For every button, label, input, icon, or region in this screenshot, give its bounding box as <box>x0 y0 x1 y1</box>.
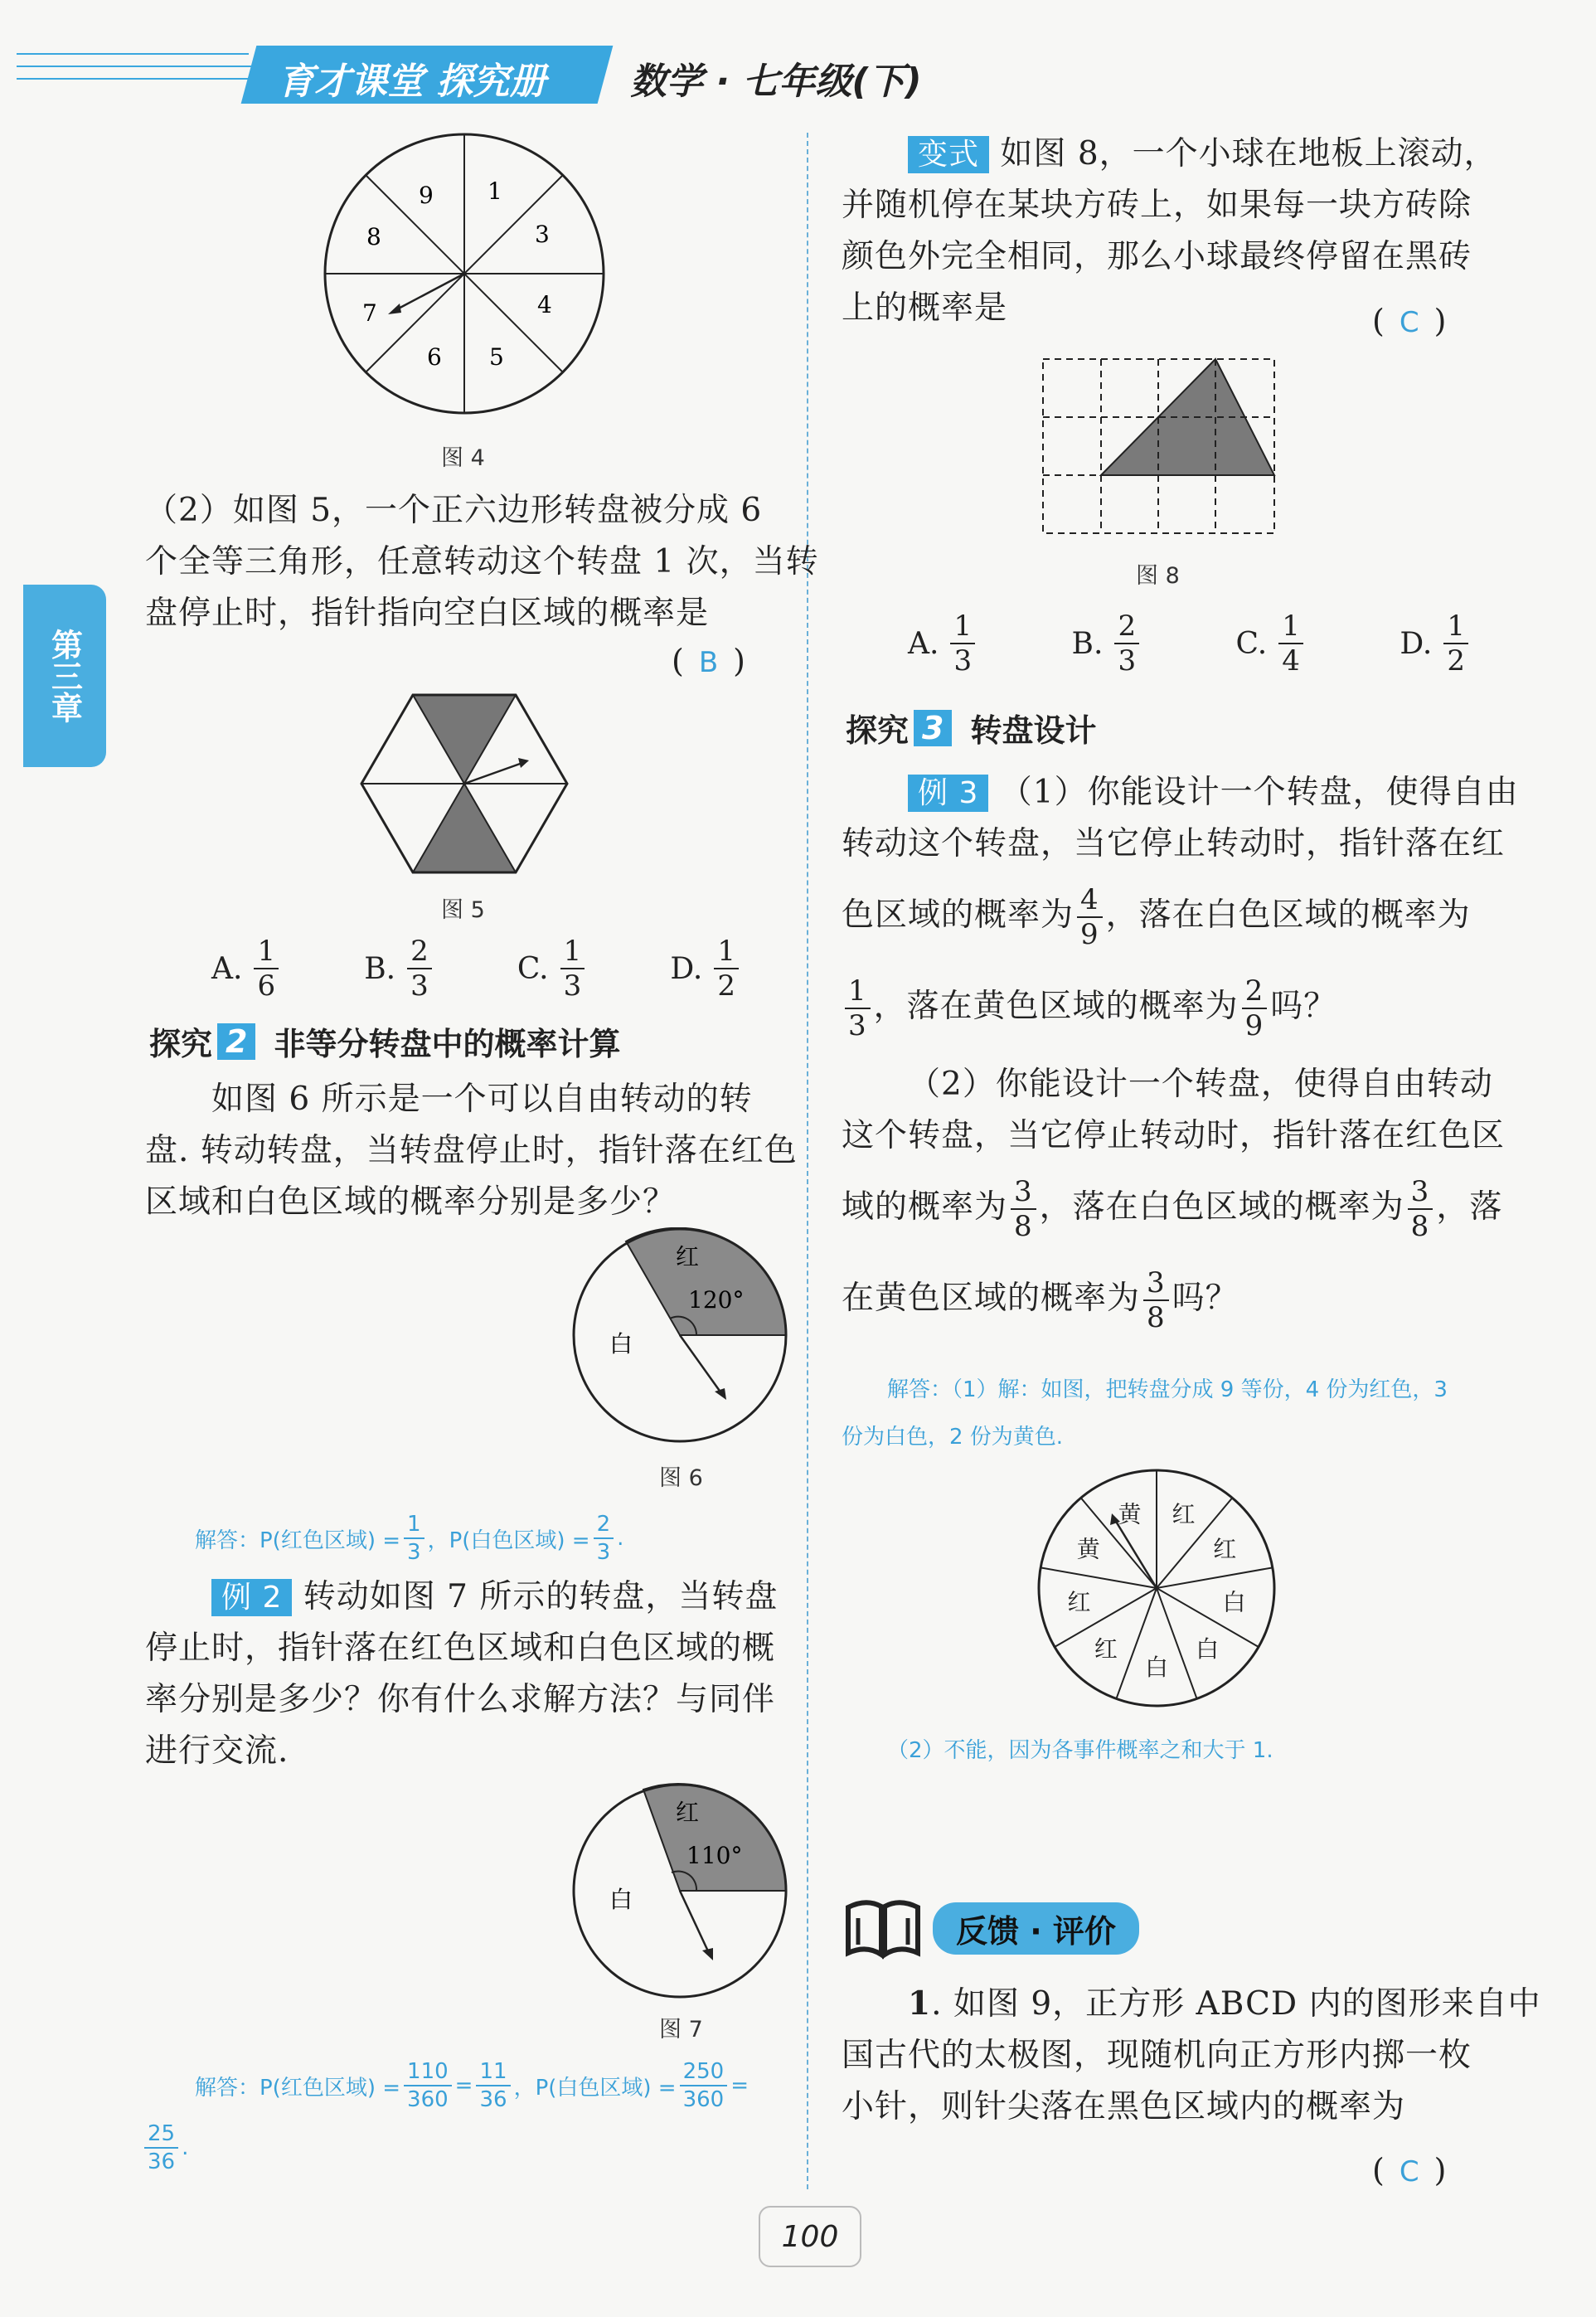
fig4-label-5: 5 <box>489 343 504 371</box>
q2-options <box>211 935 742 1003</box>
frac-den: 9 <box>1244 1009 1264 1042</box>
option-b[interactable] <box>1071 610 1143 678</box>
frac-den: 360 <box>407 2087 449 2112</box>
page-number-box <box>759 2206 861 2267</box>
page-number: 100 <box>781 2219 839 2254</box>
solution-fig7-cont: $\frac{25}{36}$ . <box>141 2123 188 2173</box>
sol-text: 解答：P(红色区域) = <box>195 2075 401 2101</box>
text-line: 转动如图 7 所示的转盘，当转盘 <box>303 1578 779 1615</box>
header-subject: 数学 · 七年级(下) <box>630 61 922 103</box>
frac-den: 3 <box>596 1540 611 1565</box>
open-book-icon <box>842 1895 924 1961</box>
q2-line: 盘停止时，指针指向空白区域的概率是 <box>145 595 710 632</box>
text-line: 盘. 转动转盘，当转盘停止时，指针落在红色 <box>145 1132 798 1169</box>
wheel-divider <box>1157 1567 1273 1588</box>
text-line: 如图 6 所示是一个可以自由转动的转 <box>211 1081 753 1118</box>
example-tag: 例 2 <box>211 1579 292 1616</box>
sol-text: ，P(白色区域) = <box>427 1528 590 1553</box>
figure-8-grid <box>1041 357 1277 539</box>
frac-den: 9 <box>1080 918 1099 951</box>
solution-fig6 <box>195 1513 623 1563</box>
question-2 <box>145 485 819 639</box>
option-letter: B. <box>364 951 396 986</box>
section-number: 2 <box>217 1023 255 1060</box>
frac-den: 8 <box>1147 1301 1166 1334</box>
fig6-caption: 图 6 <box>659 1465 703 1491</box>
text-line: 如图 9，正方形 ABCD 内的图形来自中 <box>953 1985 1541 2023</box>
frac-num: 3 <box>1408 1178 1433 1210</box>
frac-num: 1 <box>254 937 279 969</box>
frac-den: 3 <box>1118 644 1137 678</box>
chapter-tab <box>23 585 106 767</box>
frac-num: 1 <box>404 1513 424 1539</box>
question-number: 1 <box>908 1984 932 2023</box>
frac-den: 360 <box>682 2087 725 2112</box>
feedback-heading <box>842 1895 1139 1961</box>
text-line: 停止时，指针落在红色区域和白色区域的概 <box>145 1630 776 1667</box>
wheel-divider <box>1041 1567 1157 1588</box>
section-prefix: 探究 <box>846 712 910 749</box>
frac-den: 2 <box>717 969 735 1003</box>
solution-ex3-line2: 份为白色，2 份为黄色. <box>842 1425 1064 1450</box>
fig7-red-label: 红 <box>676 1799 700 1826</box>
frac-den: 8 <box>1014 1210 1033 1243</box>
frac-num: 1 <box>950 612 975 644</box>
variant-answer: C <box>1399 306 1419 339</box>
wheel-sector-label: 红 <box>1213 1535 1237 1563</box>
fig7-caption: 图 7 <box>659 2017 703 2043</box>
figure-4-wheel <box>315 129 614 427</box>
text-line: ，落在黄色区域的概率为 <box>873 988 1239 1025</box>
option-a[interactable] <box>211 935 282 1003</box>
fig6-red-label: 红 <box>676 1243 700 1270</box>
section-2-text <box>145 1074 798 1228</box>
option-letter: D. <box>670 951 703 986</box>
option-c[interactable] <box>1235 610 1307 678</box>
wheel-sector-label: 黄 <box>1118 1500 1142 1528</box>
solution-ex3-line1: 解答：（1）解：如图，把转盘分成 9 等份，4 份为红色，3 <box>887 1377 1448 1402</box>
text-line: 国古代的太极图，现随机向正方形内掷一枚 <box>842 2037 1472 2074</box>
fig4-label-7: 7 <box>362 299 377 327</box>
sol-text: 解答：P(红色区域) = <box>195 1528 401 1553</box>
variant-tag: 变式 <box>908 136 989 173</box>
fig4-label-1: 1 <box>488 177 502 205</box>
fig4-label-8: 8 <box>366 223 381 250</box>
q2-line: 个全等三角形，任意转动这个转盘 1 次，当转 <box>145 543 819 580</box>
fig6-angle: 120° <box>688 1286 745 1314</box>
text-line: （2）你能设计一个转盘，使得自由转动 <box>908 1066 1493 1103</box>
frac-num: 2 <box>407 937 432 969</box>
fig5-caption: 图 5 <box>441 897 485 923</box>
text-line: 区域和白色区域的概率分别是多少？ <box>145 1183 677 1221</box>
feedback-badge <box>933 1902 1139 1955</box>
option-letter: C. <box>1235 626 1268 661</box>
fig4-label-6: 6 <box>427 343 442 371</box>
frac-num: 250 <box>680 2061 728 2086</box>
option-letter: A. <box>908 626 939 661</box>
text-line: 域的概率为 <box>842 1188 1008 1226</box>
feedback-question-1: 1. 如图 9，正方形 ABCD 内的图形来自中 国古代的太极图，现随机向正方形内掷一枚 小针，则针尖落在黑色区域内的概率为 <box>842 1978 1541 2133</box>
option-letter: C. <box>517 951 549 986</box>
text-line: ，落在白色区域的概率为 <box>1105 896 1471 934</box>
fig7-white-label: 白 <box>609 1886 633 1913</box>
text-line: 在黄色区域的概率为 <box>842 1280 1141 1317</box>
wheel-sector-label: 白 <box>1196 1635 1220 1663</box>
fig4-label-9: 9 <box>419 182 434 209</box>
option-c[interactable] <box>517 935 588 1003</box>
frac-den: 36 <box>479 2087 507 2112</box>
frac-num: 2 <box>1114 612 1139 644</box>
figure-6-wheel <box>572 1227 788 1443</box>
frac-den: 8 <box>1410 1210 1430 1243</box>
column-divider <box>807 133 808 2189</box>
section-3-heading <box>846 705 1096 750</box>
text-line: 进行交流. <box>145 1732 289 1770</box>
text-line: 这个转盘，当它停止转动时，指针落在红色区 <box>842 1117 1506 1154</box>
section-prefix: 探究 <box>149 1026 213 1062</box>
wheel-divider <box>1116 1588 1157 1698</box>
sol-text: . <box>617 1526 624 1551</box>
wheel-sector-label: 红 <box>1172 1500 1196 1528</box>
option-b[interactable] <box>364 935 435 1003</box>
text-line: 上的概率是 <box>842 289 1008 327</box>
wheel-sector-label: 红 <box>1094 1635 1118 1663</box>
figure-5-hexagon <box>357 688 572 879</box>
text-line: 如图 8，一个小球在地板上滚动， <box>1000 135 1497 172</box>
fig8-caption: 图 8 <box>1136 563 1180 589</box>
solution-fig7: 解答：P(红色区域) = $\frac{110}{360}$ = $\frac{11}{36}$ ，P(白色区域) = $\frac{250}{360}$ = <box>195 2059 749 2112</box>
feedback-title: 反馈 · 评价 <box>956 1912 1116 1950</box>
section-2-heading <box>149 1018 620 1064</box>
frac-num: 1 <box>560 937 585 969</box>
option-d[interactable] <box>670 935 742 1003</box>
text-line: ，落 <box>1436 1188 1503 1226</box>
fig7-angle: 110° <box>686 1842 743 1869</box>
frac-den: 3 <box>563 969 582 1003</box>
frac-den: 6 <box>257 969 276 1003</box>
frac-num: 11 <box>476 2061 510 2086</box>
wheel-divider <box>1157 1588 1197 1698</box>
frac-num: 1 <box>1443 612 1468 644</box>
fig4-label-4: 4 <box>537 291 552 318</box>
fig4-label-3: 3 <box>535 221 550 248</box>
frac-num: 3 <box>1143 1269 1169 1301</box>
example-3 <box>842 767 1519 1344</box>
option-letter: A. <box>211 951 243 986</box>
q2-line: （2）如图 5，一个正六边形转盘被分成 6 <box>145 492 763 529</box>
q2-answer: B <box>698 646 719 679</box>
text-line: 吗？ <box>1270 988 1337 1025</box>
option-letter: D. <box>1400 626 1433 661</box>
wheel-sector-label: 白 <box>1222 1588 1246 1616</box>
q2-answer-paren: ( B ) <box>672 643 745 679</box>
wheel-sector-label: 黄 <box>1076 1535 1100 1563</box>
option-d[interactable] <box>1400 610 1472 678</box>
wheel-sector-label: 红 <box>1067 1588 1091 1616</box>
text-line: 率分别是多少？你有什么求解方法？与同伴 <box>145 1681 776 1718</box>
section-title: 非等分转盘中的概率计算 <box>274 1026 621 1062</box>
text-line: （1）你能设计一个转盘，使得自由 <box>999 774 1519 811</box>
frac-den: 3 <box>848 1009 867 1042</box>
text-line: 色区域的概率为 <box>842 896 1075 934</box>
frac-den: 3 <box>953 644 973 678</box>
frac-num: 4 <box>1077 886 1103 918</box>
variant-options <box>908 610 1472 678</box>
frac-num: 2 <box>594 1513 614 1539</box>
sol-text: ，P(白色区域) = <box>513 2075 677 2101</box>
option-a[interactable] <box>908 610 978 678</box>
frac-num: 1 <box>1278 612 1303 644</box>
frac-den: 36 <box>148 2149 176 2174</box>
fig4-caption: 图 4 <box>441 445 485 471</box>
frac-num: 25 <box>144 2123 178 2149</box>
chapter-tab-label: 第三章 <box>46 629 83 723</box>
frac-num: 2 <box>1242 977 1268 1009</box>
solution-ex3-line3: （2）不能，因为各事件概率之和大于 1. <box>887 1738 1273 1763</box>
frac-num: 1 <box>845 977 871 1009</box>
frac-den: 3 <box>407 1540 421 1565</box>
frac-den: 3 <box>410 969 429 1003</box>
variant-answer-paren: ( C ) <box>1372 303 1447 339</box>
frac-num: 110 <box>404 2061 452 2086</box>
section-title: 转盘设计 <box>970 712 1097 749</box>
text-line: 并随机停在某块方砖上，如果每一块方砖除 <box>842 187 1472 224</box>
text-line: 转动这个转盘，当它停止转动时，指针落在红 <box>842 825 1506 862</box>
fig6-white-label: 白 <box>609 1330 633 1358</box>
text-line: 吗？ <box>1172 1280 1239 1317</box>
example-tag: 例 3 <box>908 775 988 812</box>
frac-num: 1 <box>714 937 739 969</box>
text-line: 颜色外完全相同，那么小球最终停留在黑砖 <box>842 238 1472 275</box>
example-2 <box>145 1571 778 1777</box>
header-series: 育才课堂 探究册 <box>278 61 546 103</box>
frac-den: 2 <box>1447 644 1465 678</box>
wheel-sector-label: 白 <box>1145 1654 1169 1681</box>
text-line: 小针，则针尖落在黑色区域内的概率为 <box>842 2088 1406 2125</box>
section-number: 3 <box>914 710 952 746</box>
q1-answer: C <box>1399 2155 1419 2188</box>
option-letter: B. <box>1071 626 1104 661</box>
solution-wheel-9 <box>1032 1464 1281 1712</box>
q1-answer-paren: ( C ) <box>1372 2152 1447 2188</box>
frac-num: 3 <box>1011 1178 1036 1210</box>
figure-7-wheel <box>572 1783 788 1999</box>
frac-den: 4 <box>1282 644 1300 678</box>
text-line: ，落在白色区域的概率为 <box>1039 1188 1404 1226</box>
